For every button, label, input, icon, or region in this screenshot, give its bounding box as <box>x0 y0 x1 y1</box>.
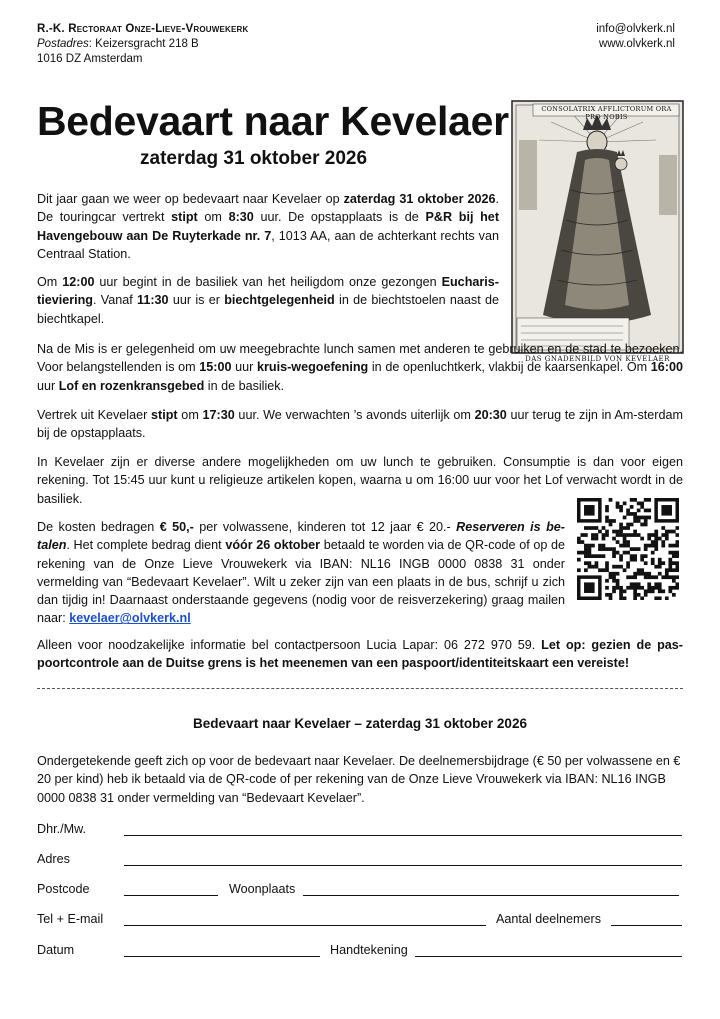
body-text: in de openluchtkerk, vlakbij de kaarsenkapel. Om <box>368 360 651 375</box>
body-text: Alleen voor noodzakelijke informatie bel contactpersoon Lucia Lapar: 06 272 970 59. <box>37 638 542 652</box>
body-text: uur terug te zijn in Am-sterdam bij de opstapplaats. <box>37 408 683 441</box>
emphasis-text: kruis-wegoefening <box>256 360 369 375</box>
payment-qr-code[interactable] <box>577 498 679 600</box>
body-text: om <box>197 210 229 225</box>
body-text: Na de Mis is er gelegenheid om uw meegebrachte lunch samen met anderen te gebruiken en de stad te bezoeken. Voor belangstellenden is om <box>37 342 683 375</box>
emphasis-text: 20:30 <box>474 408 507 422</box>
madonna-engraving-icon <box>511 100 684 368</box>
emphasis-text: 11:30 <box>137 293 169 308</box>
body-text: in de biechtstoelen naast de biechtkapel. <box>37 293 500 326</box>
paragraph-contact <box>37 636 683 673</box>
address-field[interactable] <box>124 853 682 866</box>
body-text: . Het complete bedrag dient <box>66 538 226 553</box>
contact-field[interactable] <box>124 913 486 926</box>
body-text: . De touringcar vertrekt <box>37 192 500 225</box>
emphasis-text: 8:30 <box>228 210 254 225</box>
name-field[interactable] <box>124 823 682 836</box>
emphasis-text: 16:00 <box>650 360 683 375</box>
body-text: De kosten bedragen <box>37 520 160 534</box>
body-text: uur <box>37 378 59 393</box>
emphasis-text: Let op: gezien de pas-poortcontrole aan de Duitse grens is het meenemen van een paspoort/identiteitskaart een vereiste! <box>37 638 683 671</box>
city-field[interactable] <box>303 883 679 896</box>
date-field[interactable] <box>124 944 320 957</box>
emphasis-text: 15:00 <box>199 360 232 375</box>
participants-field[interactable] <box>611 913 682 926</box>
org-name: R.-K. Rectoraat Onze-Lieve-Vrouwekerk <box>37 23 249 35</box>
form-intro <box>37 752 683 807</box>
kevelaer-email-link[interactable]: kevelaer@olvkerk.nl <box>69 611 191 626</box>
body-text: betaald te worden via de QR-code of op de rekening van de Onze Lieve Vrouwekerk via IBAN: NL16 INGB 0000 0838 31 onder vermelding van “Bedevaart Kevelaer”. Wilt u zeker zijn van een plaats in de bus, schrijf u zich dan tijdig in! Daarnaast onderstaande gegevens (nodig voor de reisverzekering) graag mailen naar: <box>37 538 565 626</box>
header-website: www.olvkerk.nl <box>598 38 675 50</box>
label-postcode: Postcode <box>37 882 90 896</box>
emphasis-text: stipt <box>171 210 198 225</box>
paragraph-return <box>37 406 683 443</box>
emphasis-text: vóór 26 oktober <box>225 538 321 553</box>
paragraph-text-p2 <box>37 273 499 328</box>
emphasis-text: P&R bij het Havengebouw aan De Ruyterkade nr. 7 <box>37 210 500 243</box>
body-text: per volwassene, kinderen tot 12 jaar € 20.- <box>193 520 457 534</box>
body-text: In Kevelaer zijn er diverse andere mogelijkheden om uw lunch te gebruiken. Consumptie is dan voor eigen rekening. Tot 15:45 uur kunt u religieuze artikelen kopen, waarna u om 16:00 uur voor het Lof verwacht wordt in de basiliek. <box>37 455 683 506</box>
postal-city: 1016 DZ Amsterdam <box>37 53 143 65</box>
form-title: Bedevaart naar Kevelaer – zaterdag 31 oktober 2026 <box>193 716 527 731</box>
emphasis-text: Reserveren is be-talen <box>37 520 565 553</box>
emphasis-text: zaterdag 31 oktober 2026 <box>343 192 496 206</box>
body-text: uur. De opstapplaats is de <box>253 210 426 225</box>
postadres-value: : Keizersgracht 218 B <box>88 38 199 50</box>
madonna-engraving-image <box>511 100 684 368</box>
emphasis-text: Eucharis-tieviering <box>37 275 499 308</box>
paragraph-departure <box>37 190 499 263</box>
paragraph-text-p6 <box>37 518 565 628</box>
qr-code-icon <box>577 498 679 600</box>
body-text: , 1013 AA, aan de achterkant rechts van Centraal Station. <box>37 228 499 261</box>
emphasis-text: stipt <box>151 408 178 422</box>
emphasis-text: Lof en rozenkransgebed <box>58 378 205 393</box>
engraving-banner-text: CONSOLATRIX AFFLICTORUM ORA PRO NOBIS <box>541 105 672 121</box>
paragraph-text-p3 <box>37 340 683 395</box>
body-text: in de basiliek. <box>204 378 285 393</box>
body-text: om <box>177 408 203 422</box>
page-subtitle: zaterdag 31 oktober 2026 <box>140 148 368 169</box>
body-text: uur <box>231 360 257 375</box>
paragraph-text-p1 <box>37 190 499 263</box>
paragraph-mass <box>37 273 499 328</box>
postcode-field[interactable] <box>124 883 218 896</box>
label-address: Adres <box>37 852 70 866</box>
signature-field[interactable] <box>415 944 682 957</box>
body-text: uur. We verwachten ’s avonds uiterlijk om <box>234 408 475 422</box>
body-text: . Vanaf <box>93 293 138 308</box>
emphasis-text: 17:30 <box>202 408 235 422</box>
label-signature: Handtekening <box>330 943 408 957</box>
body-text: uur is er <box>168 293 225 308</box>
emphasis-text: biechtgelegenheid <box>224 293 335 308</box>
engraving-caption: DAS GNADENBILD VON KEVELAER <box>525 355 670 363</box>
postadres-label: Postadres <box>37 38 89 50</box>
page-title: Bedevaart naar Kevelaer <box>37 98 509 144</box>
label-city: Woonplaats <box>229 882 296 896</box>
body-text: Om <box>37 275 63 289</box>
header-email: info@olvkerk.nl <box>596 23 675 35</box>
letterhead <box>37 22 249 67</box>
paragraph-text-p7 <box>37 636 683 673</box>
paragraph-costs <box>37 518 565 628</box>
label-participants: Aantal deelnemers <box>496 912 602 926</box>
emphasis-text: 12:00 <box>62 275 95 289</box>
label-contact: Tel + E-mail <box>37 912 104 926</box>
emphasis-text: € 50,- <box>159 520 194 534</box>
contact-block <box>596 22 675 52</box>
paragraph-afternoon <box>37 340 683 395</box>
body-text: uur begint in de basiliek van het heiligdom onze gezongen <box>94 275 442 289</box>
cut-line-divider <box>37 688 683 689</box>
label-name: Dhr./Mw. <box>37 822 86 836</box>
body-text: Dit jaar gaan we weer op bedevaart naar Kevelaer op <box>37 192 344 206</box>
paragraph-text-p4 <box>37 406 683 443</box>
form-intro-text: Ondergetekende geeft zich op voor de bedevaart naar Kevelaer. De deelnemersbijdrage (€ 50 per volwassene en € 20 per kind) heb ik betaald via de QR-code of per rekening van de Onze Lieve Vrouwekerk via IBAN: NL16 INGB 0000 0838 31 onder vermelding van “Bedevaart Kevelaer”. <box>37 754 681 805</box>
label-date: Datum <box>37 943 75 957</box>
body-text: Vertrek uit Kevelaer <box>37 408 152 422</box>
